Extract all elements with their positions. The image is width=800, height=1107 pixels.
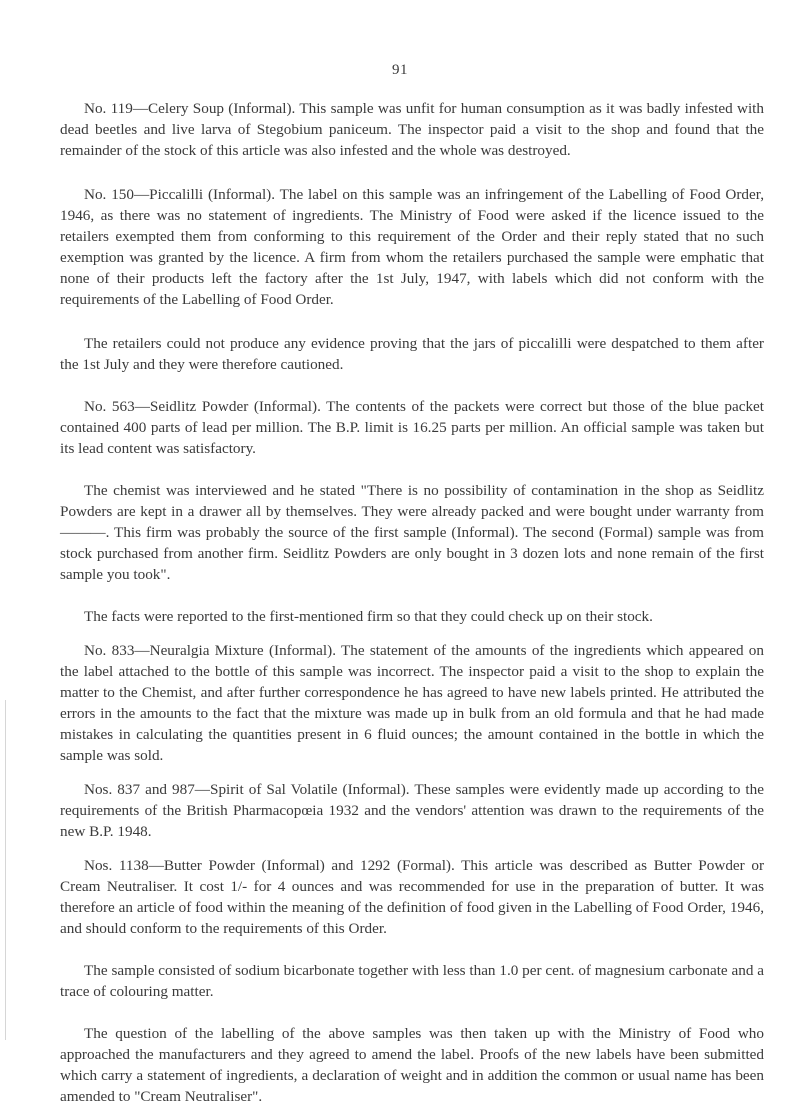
paragraph-piccalilli-caution: The retailers could not produce any evidence proving that the jars of piccalilli were despatched to them after the 1st July and they were therefore cautioned. — [60, 335, 764, 373]
paragraph-chemist-statement: The chemist was interviewed and he stated "There is no possibility of contamination in the shop as Seidlitz Powders are kept in a drawer all by themselves. They were already packed and were bought under warranty from ———. This firm was probably the source of the first sample (Informal). The second (Formal) sample was from stock purchased from another firm. Seidlitz Powders are only bought in 3 dozen lots and none remain of the first sample you took". — [60, 482, 764, 583]
scan-edge-line — [5, 700, 6, 1040]
paragraph-piccalilli: No. 150—Piccalilli (Informal). The label on this sample was an infringement of the Labelling of Food Order, 1946, as there was no statement of ingredients. The Ministry of Food were asked if the licence issued to the retailers exempted them from conforming to this requirement of the Order and their reply stated that no such exemption was granted by the licence. A firm from whom the retailers purchased the sample were emphatic that none of their products left the factory after the 1st July, 1947, with labels which did not conform with the requirements of the Labelling of Food Order. — [60, 186, 764, 308]
paragraph-facts-reported: The facts were reported to the first-mentioned firm so that they could check up on their stock. — [84, 608, 653, 625]
paragraph-sample-composition: The sample consisted of sodium bicarbonate together with less than 1.0 per cent. of magnesium carbonate and a trace of colouring matter. — [60, 962, 764, 1000]
paragraph-labelling-question: The question of the labelling of the above samples was then taken up with the Ministry of Food who approached the manufacturers and they agreed to amend the label. Proofs of the new labels have been submitted which carry a statement of ingredients, a declaration of weight and in addition the common or usual name has been amended to "Cream Neutraliser". — [60, 1025, 764, 1105]
body-text — [60, 98, 764, 1107]
paragraph-seidlitz-powder: No. 563—Seidlitz Powder (Informal). The contents of the packets were correct but those of the blue packet contained 400 parts of lead per million. The B.P. limit is 16.25 parts per million. An official sample was taken but its lead content was satisfactory. — [60, 398, 764, 457]
paragraph-neuralgia-mixture: No. 833—Neuralgia Mixture (Informal). The statement of the amounts of the ingredients which appeared on the label attached to the bottle of this sample was incorrect. The inspector paid a visit to the shop to explain the matter to the Chemist, and after further correspondence he has agreed to have new labels printed. He attributed the errors in the amounts to the fact that the mixture was made up in bulk from an old formula and that he had made mistakes in calculating the quantities present in 6 fluid ounces; the amount contained in the bottle in which the sample was sold. — [60, 642, 764, 764]
page-number: 91 — [392, 62, 408, 78]
paragraph-sal-volatile: Nos. 837 and 987—Spirit of Sal Volatile (Informal). These samples were evidently made up according to the requirements of the British Pharmacopœia 1932 and the vendors' attention was drawn to the requirements of the new B.P. 1948. — [60, 781, 764, 840]
paragraph-butter-powder: Nos. 1138—Butter Powder (Informal) and 1292 (Formal). This article was described as Butter Powder or Cream Neutraliser. It cost 1/- for 4 ounces and was recommended for use in the preparation of butter. It was therefore an article of food within the meaning of the definition of food given in the Labelling of Food Order, 1946, and should conform to the requirements of this Order. — [60, 857, 764, 937]
paragraph-celery-soup: No. 119—Celery Soup (Informal). This sample was unfit for human consumption as it was badly infested with dead beetles and live larva of Stegobium paniceum. The inspector paid a visit to the shop and found that the remainder of the stock of this article was also infested and the whole was destroyed. — [60, 100, 764, 159]
